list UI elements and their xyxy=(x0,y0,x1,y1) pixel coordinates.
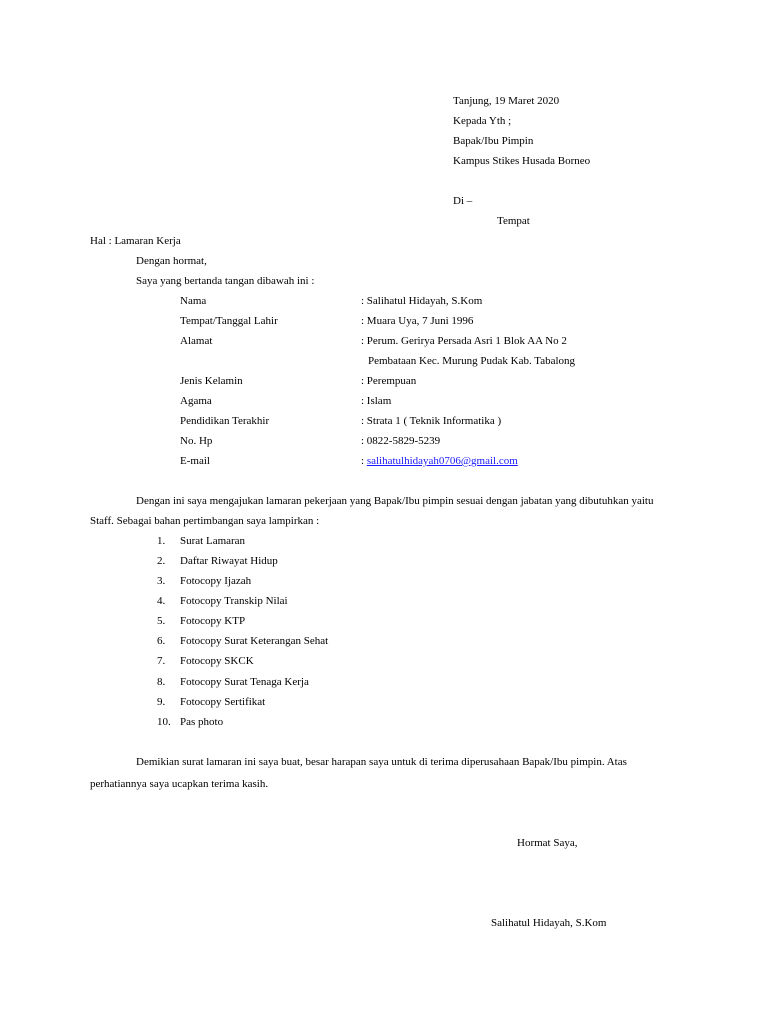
body-paragraph-line1: Dengan ini saya mengajukan lamaran pekerjaan yang Bapak/Ibu pimpin sesuai dengan jabatan yang dibutuhkan yaitu xyxy=(136,495,654,507)
list-item-number: 5. xyxy=(157,615,166,627)
list-item-number: 1. xyxy=(157,535,166,547)
identity-label: Tempat/Tanggal Lahir xyxy=(180,315,278,327)
identity-label: E-mail xyxy=(180,455,210,467)
tempat-line: Tempat xyxy=(497,215,530,227)
identity-value: : Islam xyxy=(361,395,392,407)
signoff-line: Hormat Saya, xyxy=(517,837,578,849)
email-prefix: : xyxy=(361,455,367,467)
identity-label: Jenis Kelamin xyxy=(180,375,243,387)
list-item: Fotocopy KTP xyxy=(180,615,246,627)
list-item-number: 9. xyxy=(157,696,166,708)
identity-label: Pendidikan Terakhir xyxy=(180,415,270,427)
list-item: Fotocopy Sertifikat xyxy=(180,696,266,708)
identity-value-continuation: Pembataan Kec. Murung Pudak Kab. Tabalong xyxy=(368,355,576,367)
kepada-line: Kepada Yth ; xyxy=(453,115,512,127)
identity-value: : Strata 1 ( Teknik Informatika ) xyxy=(361,415,502,427)
letter-date: Tanjung, 19 Maret 2020 xyxy=(453,95,560,107)
list-item: Fotocopy Ijazah xyxy=(180,575,252,587)
identity-value: : Perempuan xyxy=(361,375,417,387)
list-item-number: 2. xyxy=(157,555,166,567)
list-item: Fotocopy Surat Keterangan Sehat xyxy=(180,635,329,647)
closing-paragraph-line2: perhatiannya saya ucapkan terima kasih. xyxy=(90,778,269,790)
list-item: Daftar Riwayat Hidup xyxy=(180,555,278,567)
identity-value: : Salihatul Hidayah, S.Kom xyxy=(361,295,483,307)
list-item: Surat Lamaran xyxy=(180,535,246,547)
list-item: Fotocopy SKCK xyxy=(180,655,254,667)
identity-label: Nama xyxy=(180,295,207,307)
closing-paragraph-line1: Demikian surat lamaran ini saya buat, besar harapan saya untuk di terima diperusahaan Bapak/Ibu pimpin. Atas xyxy=(136,756,627,768)
list-item: Pas photo xyxy=(180,716,224,728)
recipient-line: Bapak/Ibu Pimpin xyxy=(453,135,534,147)
identity-label: Alamat xyxy=(180,335,213,347)
signature-name: Salihatul Hidayah, S.Kom xyxy=(491,917,607,929)
list-item-number: 8. xyxy=(157,676,166,688)
email-link[interactable]: salihatulhidayah0706@gmail.com xyxy=(366,455,518,467)
email-value xyxy=(361,454,518,468)
identity-value: : 0822-5829-5239 xyxy=(361,435,441,447)
intro-line: Saya yang bertanda tangan dibawah ini : xyxy=(136,275,315,287)
list-item: Fotocopy Surat Tenaga Kerja xyxy=(180,676,309,688)
list-item: Fotocopy Transkip Nilai xyxy=(180,595,288,607)
identity-label: Agama xyxy=(180,395,212,407)
di-line: Di – xyxy=(453,195,473,207)
body-paragraph-line2: Staff. Sebagai bahan pertimbangan saya lampirkan : xyxy=(90,515,320,527)
list-item-number: 7. xyxy=(157,655,166,667)
greeting-line: Dengan hormat, xyxy=(136,255,207,267)
identity-value: : Muara Uya, 7 Juni 1996 xyxy=(361,315,474,327)
identity-value: : Perum. Gerirya Persada Asri 1 Blok AA No 2 xyxy=(361,335,567,347)
subject-line: Hal : Lamaran Kerja xyxy=(90,235,181,247)
institution-line: Kampus Stikes Husada Borneo xyxy=(453,155,591,167)
list-item-number: 6. xyxy=(157,635,166,647)
list-item-number: 3. xyxy=(157,575,166,587)
list-item-number: 10. xyxy=(157,716,171,728)
identity-label: No. Hp xyxy=(180,435,213,447)
list-item-number: 4. xyxy=(157,595,166,607)
